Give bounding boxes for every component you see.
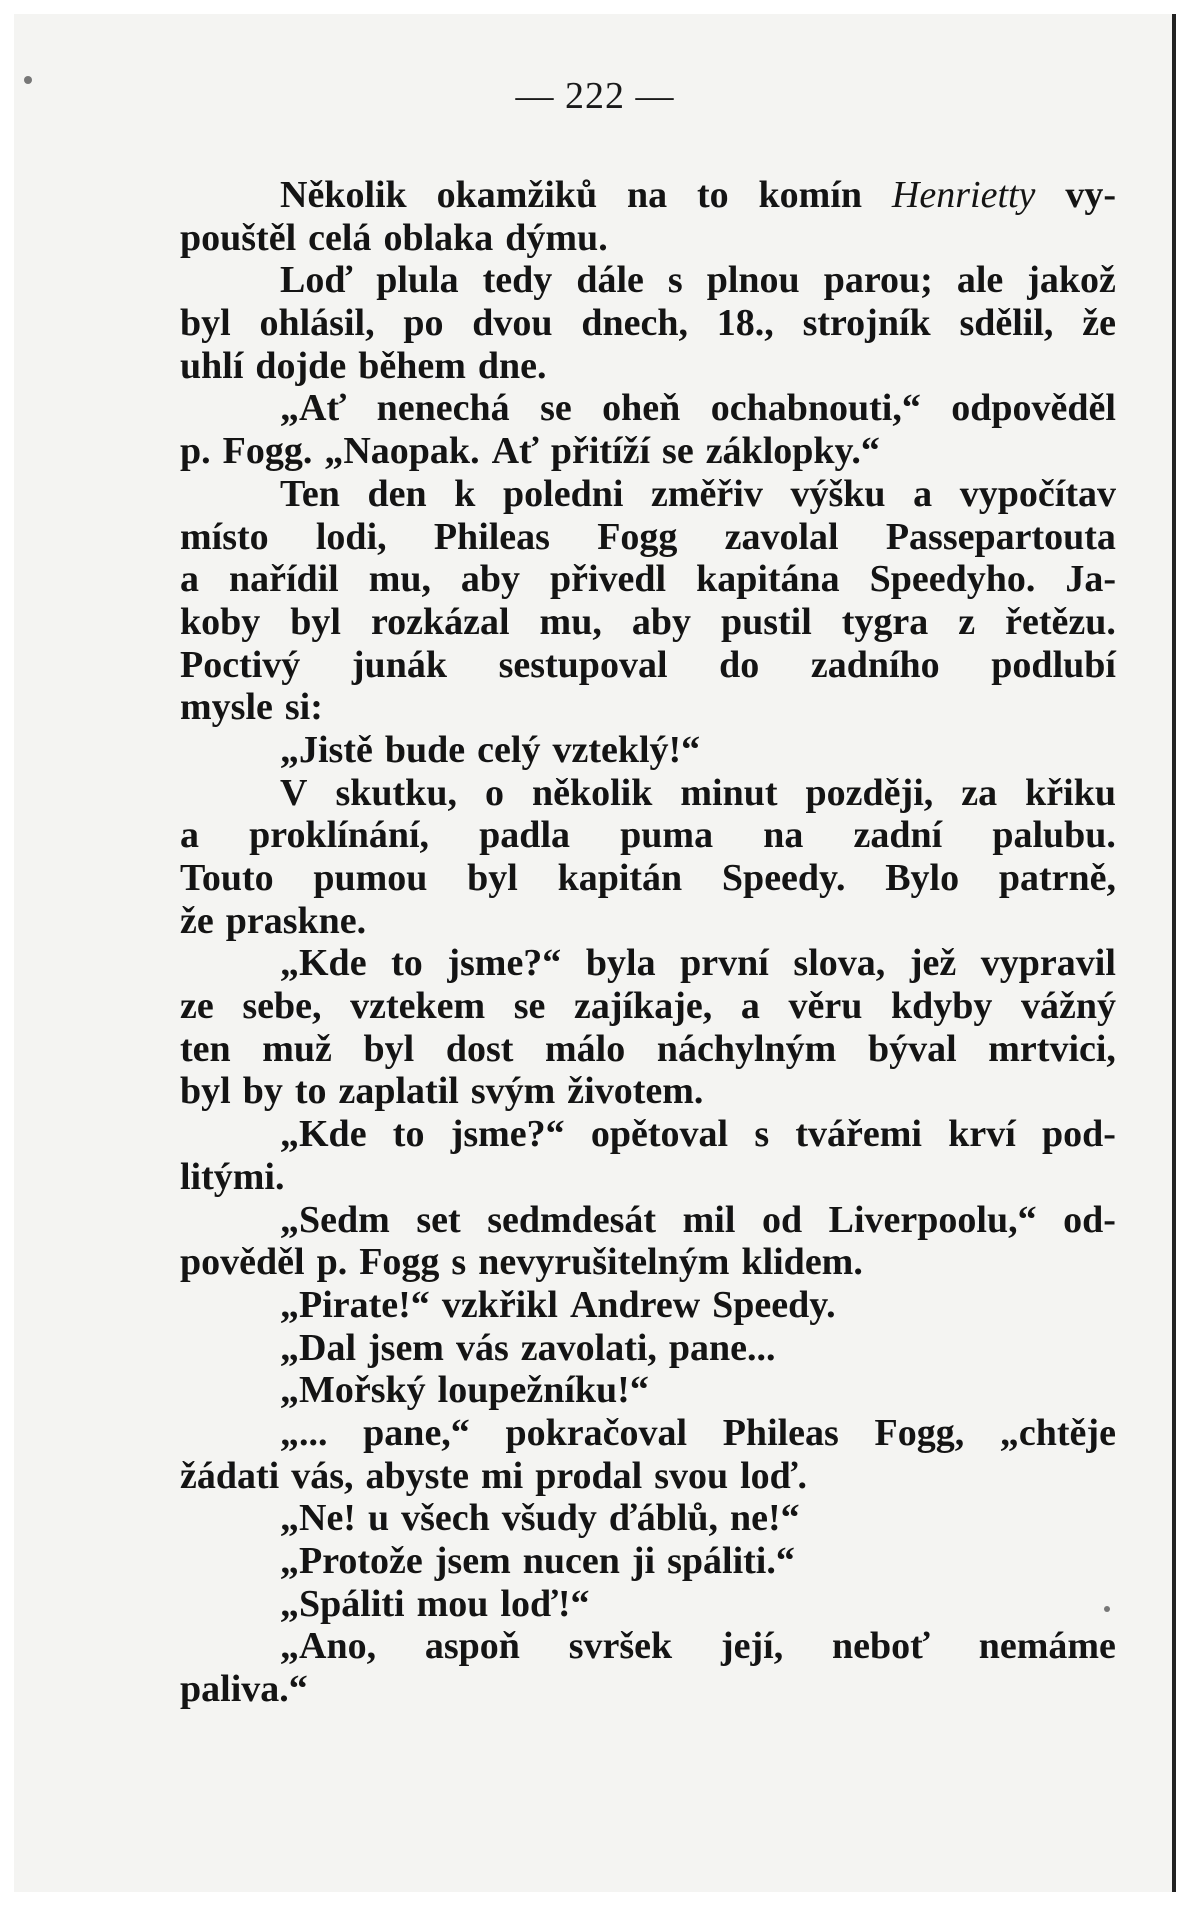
word: nucen (522, 1540, 620, 1582)
word: vás (455, 1326, 509, 1369)
word: ale (956, 259, 1004, 302)
text-line (180, 1156, 1116, 1199)
word: sdělil, (959, 302, 1054, 345)
word: komín (758, 174, 863, 216)
word: prodal (535, 1454, 643, 1497)
word: „... (280, 1411, 328, 1454)
word: uhlí (180, 344, 244, 387)
word: zavolal (724, 515, 839, 558)
word: dále (576, 259, 644, 302)
word: několik (531, 771, 653, 814)
word: litými. (180, 1155, 285, 1198)
word: jež (909, 942, 957, 985)
word: vzkřikl (441, 1283, 558, 1326)
word: p. (316, 1241, 348, 1284)
text-line (180, 1497, 1116, 1540)
word: „Ne! (280, 1497, 356, 1540)
word: dýmu. (505, 216, 608, 259)
word: že (1082, 302, 1116, 345)
word: spáliti.“ (667, 1540, 795, 1582)
word: opětoval (590, 1113, 729, 1156)
word: životem. (567, 1070, 704, 1113)
word: málo (545, 1027, 626, 1070)
word: „Sedm (280, 1198, 390, 1241)
word: ji (631, 1540, 656, 1582)
text-line (180, 644, 1116, 687)
word: býval (867, 1027, 957, 1070)
word: „Ano, (280, 1625, 377, 1668)
word: Liverpoolu,“ (828, 1198, 1037, 1241)
word: praskne. (225, 899, 367, 942)
word: svršek (568, 1625, 673, 1668)
word: nemáme (978, 1625, 1116, 1668)
word: puma (620, 814, 714, 857)
word: později, (805, 771, 934, 814)
text-line (180, 1540, 1116, 1583)
word: a (913, 472, 933, 515)
word: „Kde (280, 942, 367, 985)
word: loupežníku!“ (437, 1369, 649, 1412)
word: Speedyho. (869, 558, 1036, 601)
text-line (180, 1583, 1116, 1626)
word: junák (351, 643, 447, 686)
word: Andrew (569, 1283, 701, 1326)
word: jakož (1027, 259, 1116, 302)
word: koby (180, 600, 261, 643)
word: Phileas (433, 515, 550, 558)
word: přivedl (550, 558, 667, 601)
word: bude (384, 728, 466, 771)
word: „Kde (280, 1113, 367, 1156)
word: pověděl (180, 1241, 305, 1284)
word: „Pirate!“ (280, 1283, 430, 1326)
text-line (180, 1028, 1116, 1071)
word: jsem (434, 1540, 511, 1582)
word: mysle (180, 686, 273, 729)
word: Poctivý (180, 643, 301, 686)
word: nařídil (228, 558, 339, 601)
word: 18., (716, 302, 774, 345)
word: kapitána (696, 558, 840, 601)
word: sestupoval (498, 643, 668, 686)
text-line (180, 217, 1116, 260)
word: okamžiků (436, 174, 598, 216)
word: po (403, 302, 444, 345)
word: si: (284, 686, 323, 729)
word: za (961, 771, 998, 814)
word: všech (401, 1497, 490, 1540)
word: tygra (841, 600, 929, 643)
word: se (662, 430, 694, 473)
word: dost (445, 1027, 514, 1070)
word: Touto (180, 857, 274, 899)
word: kapitán (557, 857, 683, 899)
word: mil (682, 1198, 736, 1241)
word: podlubí (991, 643, 1116, 686)
word: o (484, 771, 504, 814)
text-line (180, 1199, 1116, 1242)
word: Henrietty (891, 174, 1036, 216)
word: k (454, 472, 476, 515)
word: proklínání, (249, 814, 430, 857)
word: padla (479, 814, 570, 857)
word: dojde (255, 344, 347, 387)
word: zadní (853, 814, 943, 857)
word: s (754, 1113, 770, 1156)
text-line (180, 1284, 1116, 1327)
word: vypravil (980, 942, 1116, 985)
word: Fogg, (874, 1411, 965, 1454)
word: ze (180, 985, 214, 1028)
word: strojník (802, 302, 931, 345)
text-line (180, 985, 1116, 1028)
text-line (180, 601, 1116, 644)
word: „Dal (280, 1326, 356, 1369)
word: přitíží (550, 430, 651, 473)
word: Passepartouta (885, 515, 1116, 558)
word: změřiv (651, 472, 763, 515)
word: Speedy. (712, 1283, 836, 1326)
word: nenechá (376, 387, 510, 430)
word: patrně, (998, 857, 1116, 899)
word: jsme?“ (447, 942, 562, 985)
word: vzteklý!“ (552, 728, 701, 771)
text-line (180, 345, 1116, 388)
word: ďáblů, (608, 1497, 719, 1540)
text-line (180, 430, 1116, 473)
word: poledni (503, 472, 624, 515)
text-line (180, 942, 1116, 985)
word: od (761, 1198, 803, 1241)
text-line (180, 1113, 1116, 1156)
word: vy- (1065, 174, 1116, 216)
word: křiku (1025, 771, 1116, 814)
word: zavolati, (520, 1326, 657, 1369)
word: zajíkaje, (574, 985, 713, 1028)
word: kdyby (890, 985, 993, 1028)
paper-speck (24, 76, 32, 84)
word: ne!“ (730, 1497, 800, 1540)
word: všudy (501, 1497, 597, 1540)
word: neboť (832, 1625, 930, 1668)
word: dne. (477, 344, 547, 387)
word: vážný (1020, 985, 1116, 1028)
word: první (680, 942, 769, 985)
word: loď. (740, 1454, 808, 1497)
word: to (294, 1070, 327, 1113)
word: vás, (291, 1454, 354, 1497)
word: zadního (810, 643, 940, 686)
page-number: — 222 — (515, 75, 675, 117)
word: tvářemi (795, 1113, 922, 1156)
word: ochabnouti,“ (710, 387, 921, 430)
text-line (180, 558, 1116, 601)
word: mu, (368, 558, 431, 601)
word: „chtěje (999, 1411, 1116, 1454)
word: řetězu. (1005, 600, 1116, 643)
word: s (451, 1241, 467, 1284)
word: byla (585, 942, 656, 985)
word: dnech, (581, 302, 688, 345)
word: pane,“ (363, 1411, 470, 1454)
word: odpověděl (951, 387, 1116, 430)
text-line (180, 1369, 1116, 1412)
word: Loď (280, 259, 353, 302)
text-line (180, 1070, 1116, 1113)
word: to (392, 1113, 425, 1156)
word: celý (477, 728, 541, 771)
word: aspoň (424, 1625, 520, 1668)
word: do (719, 643, 760, 686)
word: a (740, 985, 760, 1028)
word: z (958, 600, 976, 643)
word: a (180, 558, 199, 601)
word: se (513, 985, 546, 1028)
text-line (180, 174, 1116, 217)
word: slova, (793, 942, 886, 985)
word: jsme?“ (450, 1113, 565, 1156)
text-line (180, 1327, 1116, 1370)
word: byl (180, 302, 231, 345)
word: její, (720, 1625, 784, 1668)
text-line (180, 259, 1116, 302)
word: by (242, 1070, 283, 1113)
word: paliva.“ (180, 1668, 308, 1711)
word: Speedy. (721, 857, 846, 899)
word: zaplatil (338, 1070, 459, 1113)
word: „Spáliti (280, 1582, 405, 1625)
word: vztekem (350, 985, 486, 1028)
word: jsem (368, 1326, 444, 1369)
word: set (416, 1198, 461, 1241)
word: Fogg (597, 515, 678, 558)
word: byl (467, 857, 518, 899)
word: pouštěl (180, 216, 297, 259)
word: ten (180, 1027, 231, 1070)
word: Ať (491, 430, 539, 473)
word: záklopky.“ (705, 430, 880, 473)
word: minut (680, 771, 778, 814)
word: den (367, 472, 427, 515)
text-line (180, 302, 1116, 345)
word: Bylo (885, 857, 960, 899)
word: a (180, 814, 199, 857)
word: byl (290, 600, 341, 643)
word: věru (788, 985, 863, 1028)
word: se (540, 387, 572, 430)
word: to (697, 174, 729, 216)
word: výšku (790, 472, 886, 515)
word: plnou (706, 259, 800, 302)
word: mou (416, 1582, 489, 1625)
word: svým (470, 1070, 556, 1113)
word: ohlásil, (259, 302, 375, 345)
word: náchylným (656, 1027, 837, 1070)
word: muž (262, 1027, 332, 1070)
word: „Ať (280, 387, 347, 430)
word: od- (1063, 1198, 1116, 1241)
text-line (180, 387, 1116, 430)
word: „Protože (280, 1540, 423, 1582)
word: nevyrušitelným (478, 1241, 730, 1284)
text-line (180, 686, 1116, 729)
text-line (180, 516, 1116, 559)
word: dvou (472, 302, 553, 345)
text-line (180, 1241, 1116, 1284)
word: lodi, (315, 515, 387, 558)
word: Phileas (722, 1411, 839, 1454)
text-line (180, 1412, 1116, 1455)
word: skutku, (335, 771, 457, 814)
word: loď!“ (500, 1582, 590, 1625)
word: vypočítav (959, 472, 1116, 515)
word: mu, (539, 600, 602, 643)
word: klidem. (741, 1241, 863, 1284)
word: na (626, 174, 668, 216)
word: mi (480, 1454, 524, 1497)
body-text (180, 174, 1116, 1711)
text-line (180, 1455, 1116, 1498)
word: aby (460, 558, 521, 601)
book-page (14, 14, 1176, 1892)
word: místo (180, 515, 269, 558)
word: byl (363, 1027, 415, 1070)
word: s (667, 259, 683, 302)
text-line (180, 857, 1116, 900)
word: p. (180, 430, 211, 473)
word: sedmdesát (487, 1198, 657, 1241)
word: abyste (365, 1454, 469, 1497)
word: byl (180, 1070, 231, 1113)
word: že (180, 899, 214, 942)
word: plula (376, 259, 459, 302)
text-line (180, 814, 1116, 857)
paper-speck (1104, 1606, 1110, 1612)
word: u (367, 1497, 390, 1540)
text-line (180, 900, 1116, 943)
word: celá (308, 216, 372, 259)
word: pane... (668, 1326, 776, 1369)
word: palubu. (992, 814, 1116, 857)
word: „Naopak. (324, 430, 480, 473)
word: během (358, 344, 466, 387)
word: Fogg. (222, 430, 313, 473)
word: rozkázal (370, 600, 510, 643)
text-line (180, 1625, 1116, 1668)
word: sebe, (242, 985, 322, 1028)
word: krví (948, 1113, 1016, 1156)
word: tedy (482, 259, 553, 302)
word: Fogg (359, 1241, 440, 1284)
word: svou (654, 1454, 729, 1497)
text-line (180, 729, 1116, 772)
word: oheň (602, 387, 681, 430)
word: žádati (180, 1454, 280, 1497)
word: Několik (280, 174, 407, 216)
word: mrtvici, (988, 1027, 1116, 1070)
word: pumou (313, 857, 428, 899)
word: Ten (280, 472, 340, 515)
word: oblaka (383, 216, 494, 259)
text-line (180, 772, 1116, 815)
word: pustil (720, 600, 812, 643)
word: aby (631, 600, 691, 643)
text-line (180, 473, 1116, 516)
text-line (180, 1668, 1116, 1711)
word: „Mořský (280, 1369, 426, 1412)
word: V (280, 771, 308, 814)
word: „Jistě (280, 728, 373, 771)
word: na (763, 814, 804, 857)
word: pokračoval (505, 1411, 688, 1454)
word: pod- (1042, 1113, 1116, 1156)
word: parou; (823, 259, 933, 302)
word: to (391, 942, 423, 985)
word: Ja- (1065, 558, 1116, 601)
